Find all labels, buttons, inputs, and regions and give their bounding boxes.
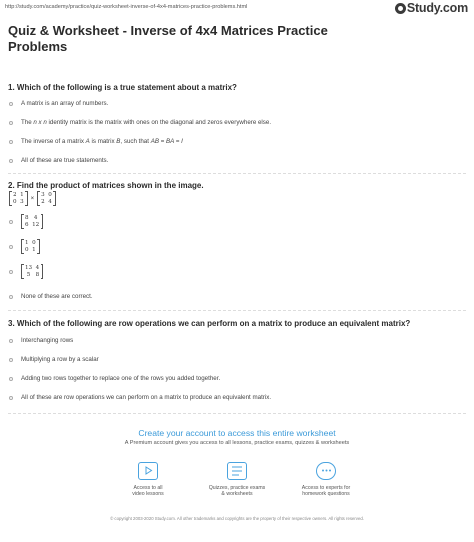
q1-option-4[interactable] — [9, 157, 108, 164]
option-text: All of these are true statements. — [21, 157, 109, 164]
radio-button[interactable] — [9, 245, 13, 249]
copyright-notice: © copyright 2003-2020 Study.com. All other trademarks and copyrights are the property of their respective owners. All rights reserved. — [110, 516, 364, 521]
matrix-cell: 0 — [48, 192, 52, 198]
matrix-cell: 2 — [13, 192, 17, 198]
q3-option-3[interactable] — [9, 375, 220, 382]
feature-label: Access to experts for homework questions — [301, 485, 351, 498]
q1-option-1[interactable] — [9, 100, 108, 107]
right-bracket — [41, 214, 44, 229]
radio-button[interactable] — [9, 121, 13, 125]
matrix-cell: 4 — [33, 215, 38, 221]
radio-button[interactable] — [9, 102, 13, 106]
study-logo[interactable] — [395, 1, 468, 15]
divider — [8, 413, 466, 414]
q2-option-4[interactable] — [9, 293, 93, 300]
radio-button[interactable] — [9, 295, 13, 299]
divider — [8, 310, 466, 311]
matrix-cell: 4 — [48, 199, 52, 206]
right-bracket — [53, 191, 56, 206]
cta-title[interactable]: Create your account to access this entire worksheet — [138, 428, 336, 438]
matrix-cell: 3 — [20, 199, 24, 206]
answer-matrix — [21, 239, 40, 254]
logo-text: Study.com — [406, 1, 468, 15]
study-logo-icon — [395, 3, 406, 14]
feature-label: Quizzes, practice exams & worksheets — [208, 485, 266, 498]
right-bracket — [25, 191, 28, 206]
matrix-cell: 1 — [25, 240, 29, 246]
radio-button[interactable] — [9, 270, 13, 274]
matrix-cell: 1 — [32, 247, 36, 254]
radio-button[interactable] — [9, 358, 13, 362]
create-account-cta — [0, 428, 474, 446]
page-title: Quiz & Worksheet - Inverse of 4x4 Matrices Practice Problems — [8, 23, 328, 54]
q2-prompt-matrices — [9, 191, 56, 206]
quiz-exam-icon — [227, 462, 247, 480]
radio-button[interactable] — [9, 396, 13, 400]
matrix-a — [9, 191, 28, 206]
matrix-cell: 3 — [41, 192, 45, 198]
top-bar — [0, 0, 474, 18]
option-text: Interchanging rows — [21, 337, 74, 344]
radio-button[interactable] — [9, 159, 13, 163]
q3-option-4[interactable] — [9, 394, 271, 401]
option-text: None of these are correct. — [21, 293, 93, 300]
option-text: All of these are row operations we can perform on a matrix to produce an equivalent matrix. — [21, 394, 272, 401]
matrix-cell: 2 — [41, 199, 45, 206]
matrix-cell: 13 — [25, 265, 33, 271]
radio-button[interactable] — [9, 220, 13, 224]
radio-button[interactable] — [9, 339, 13, 343]
matrix-cell: 6 — [25, 222, 29, 229]
feature-experts — [281, 462, 371, 498]
feature-label: Access to all video lessons — [132, 485, 164, 498]
answer-matrix — [21, 214, 43, 229]
option-text: Multiplying a row by a scalar — [21, 356, 99, 363]
matrix-b — [37, 191, 56, 206]
expert-chat-icon — [316, 462, 336, 480]
right-bracket — [37, 239, 40, 254]
cta-subtitle: A Premium account gives you access to all lessons, practice exams, quizzes & worksheets — [124, 440, 350, 446]
q2-option-3[interactable] — [9, 264, 43, 279]
matrix-cell: 8 — [35, 272, 40, 279]
matrix-cell: 12 — [32, 222, 40, 229]
feature-video-lessons — [103, 462, 193, 498]
q1-option-2[interactable] — [9, 119, 271, 126]
question-1-title: 1. Which of the following is a true statement about a matrix? — [8, 83, 237, 92]
matrix-cell: 5 — [26, 272, 31, 279]
matrix-cell: 4 — [35, 265, 40, 271]
divider — [8, 173, 466, 174]
matrix-cell: 0 — [25, 247, 29, 254]
video-lesson-icon — [138, 462, 158, 480]
radio-button[interactable] — [9, 140, 13, 144]
option-text: A matrix is an array of numbers. — [21, 100, 109, 107]
q3-option-2[interactable] — [9, 356, 99, 363]
page-url[interactable]: http://study.com/academy/practice/quiz-worksheet-inverse-of-4x4-matrices-practice-problems.html — [5, 4, 248, 10]
question-2-title: 2. Find the product of matrices shown in the image. — [8, 181, 204, 190]
option-text: The inverse of a matrix A is matrix B, such that AB = BA = I — [21, 138, 183, 145]
radio-button[interactable] — [9, 377, 13, 381]
matrix-cell: 8 — [25, 215, 29, 221]
question-3-title: 3. Which of the following are row operations we can perform on a matrix to produce an equivalent matrix? — [8, 319, 411, 328]
q1-option-3[interactable] — [9, 138, 183, 145]
option-text: The n x n identity matrix is the matrix with ones on the diagonal and zeros everywhere else. — [21, 119, 272, 126]
answer-matrix — [21, 264, 43, 279]
right-bracket — [41, 264, 44, 279]
matrix-cell: 0 — [13, 199, 17, 206]
feature-quizzes — [192, 462, 282, 498]
q2-option-2[interactable] — [9, 239, 40, 254]
matrix-cell: 0 — [32, 240, 36, 246]
q3-option-1[interactable] — [9, 337, 73, 344]
times-symbol: × — [30, 195, 35, 202]
option-text: Adding two rows together to replace one of the rows you added together. — [21, 375, 221, 382]
matrix-cell: 1 — [20, 192, 24, 198]
q2-option-1[interactable] — [9, 214, 43, 229]
